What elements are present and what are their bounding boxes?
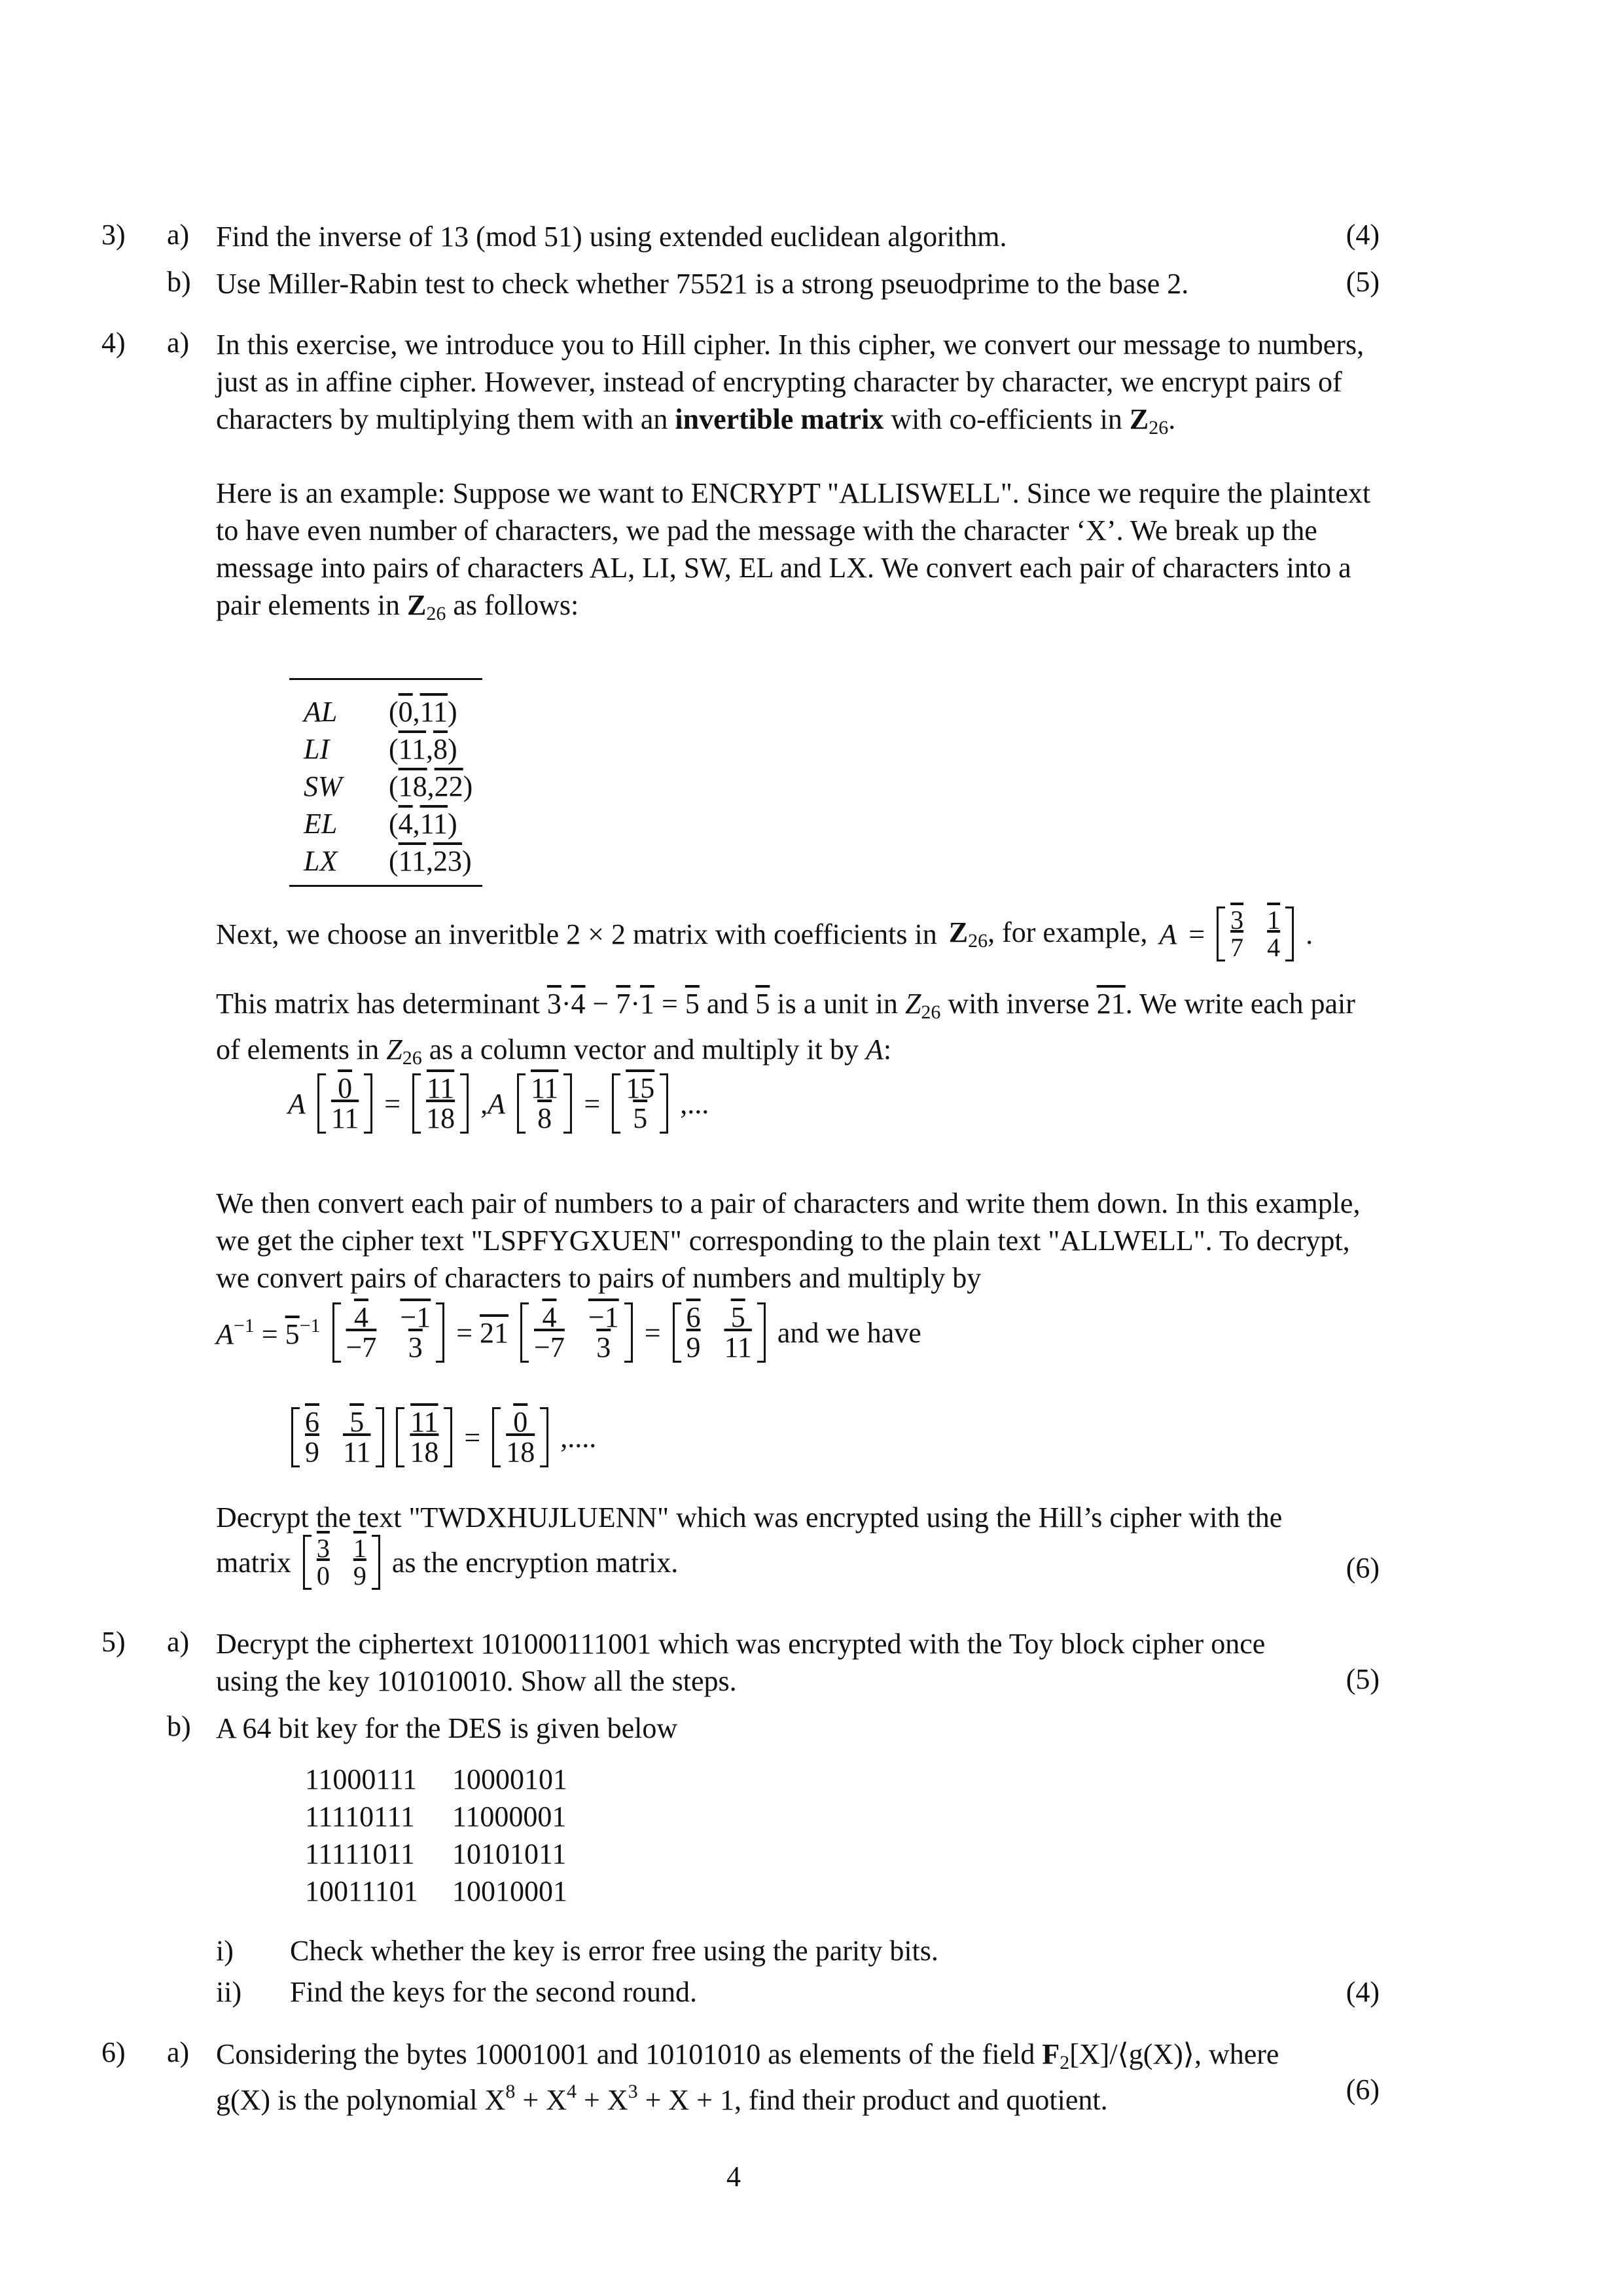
question-5-number: 5) [101, 1626, 126, 1658]
matrix-a: 3 7 1 4 [1217, 906, 1294, 961]
q5b-marks: (4) [1346, 1976, 1380, 2008]
q5a-label: a) [167, 1626, 190, 1658]
q6a-label: a) [167, 2036, 190, 2068]
table-row: EL (4,11) [304, 808, 457, 840]
q5b-text: A 64 bit key for the DES is given below [216, 1712, 678, 1744]
matrix-a-line: Next, we choose an inveritble 2 × 2 matrix with coefficients in $Z_{26}$, for example, A = 3 7 1 4 . [216, 905, 1313, 962]
q4-example-paragraph: Here is an example: Suppose we want to ENCRYPT "ALLISWELL". Since we require the plaintext to have even number of characters, we pad the message with the character ‘X’. We break up the message into pairs of characters AL, LI, SW, EL and LX. We convert each pair of characters into a pair elements in $Z_{26}$ as follows: [216, 477, 1371, 624]
invertible-matrix-bold: invertible matrix [675, 403, 884, 435]
q5b-ii-label: ii) [216, 1976, 242, 2008]
q3a-label: a) [167, 219, 190, 251]
encryption-matrix: 3 0 1 9 [303, 1535, 380, 1590]
q5a-text: Decrypt the ciphertext 101000111001 which was encrypted with the Toy block cipher once using the key 101010010. Show all the steps. [216, 1628, 1266, 1697]
decrypt-task-text: Decrypt the text "TWDXHUJLUENN" which was encrypted using the Hill’s cipher with the [216, 1501, 1283, 1534]
q4a-label: a) [167, 327, 190, 359]
q6a-line1: Considering the bytes 10001001 and 10101010 as elements of the field $F_2[X]/⟨g(X)⟩$, where [216, 2038, 1279, 2073]
table-row: SW (18,22) [304, 770, 473, 802]
table-row: AL (0,11) [304, 696, 457, 728]
question-6-number: 6) [101, 2036, 126, 2068]
multiplication-example: A 0 11 = 11 18 ,A 11 8 = 15 5 ,... [288, 1072, 709, 1134]
table-row: LX (11,23) [304, 845, 472, 877]
q4-intro-paragraph: In this exercise, we introduce you to Hill cipher. In this cipher, we convert our message to numbers, just as in affine cipher. However, instead of encrypting character by character, we encrypt pairs of characters by multiplying them with an invertible matrix with co-efficients in $Z_{26}$. [216, 329, 1364, 439]
encryption-matrix-line: matrix 3 0 1 9 as the encryption matrix. [216, 1534, 679, 1590]
des-key-bits [305, 1761, 599, 1910]
list-item: 10011101 10010001 [305, 1875, 567, 1907]
question-4-number: 4) [101, 327, 126, 359]
q3a-text: Find the inverse of 13 (mod 51) using extended euclidean algorithm. [216, 221, 1007, 253]
q3b-text: Use Miller-Rabin test to check whether 75521 is a strong pseuodprime to the base 2. [216, 268, 1189, 300]
q3a-marks: (4) [1346, 219, 1380, 251]
q6a-marks: (6) [1346, 2073, 1380, 2106]
q5a-marks: (5) [1346, 1663, 1380, 1695]
q4a-marks: (6) [1346, 1552, 1380, 1584]
list-item: 11000111 10000101 [305, 1763, 567, 1795]
decrypt-explanation: We then convert each pair of numbers to a pair of characters and write them down. In this example, we get the cipher text "LSPFYGXUEN" corresponding to the plain text "ALLWELL". To decrypt, we convert pairs of characters to pairs of numbers and multiply by [216, 1187, 1361, 1294]
q6a-line2: g(X) is the polynomial $X^8 + X^4 + X^3 + X + 1$, find their product and quotient. [216, 2081, 1108, 2116]
table-row: LI (11,8) [304, 733, 457, 765]
pairs-table [289, 678, 482, 887]
q3b-label: b) [167, 266, 191, 298]
list-item: 11111011 10101011 [305, 1838, 567, 1870]
list-item: 11110111 11000001 [305, 1801, 567, 1833]
determinant-paragraph: This matrix has determinant 3·4 − 7·1 = 5 and 5 is a unit in $Z_{26}$ with inverse 21. We write each pair of elements in $Z_{26}$ as a column vector and multiply it by A: [216, 988, 1355, 1069]
q5b-i-label: i) [216, 1935, 234, 1967]
q5b-label: b) [167, 1710, 191, 1742]
q5b-i-text: Check whether the key is error free using the parity bits. [290, 1935, 938, 1967]
q3b-marks: (5) [1346, 266, 1380, 298]
decryption-example: 6 9 5 11 11 18 = 0 18 ,.... [291, 1407, 596, 1467]
q5b-ii-text: Find the keys for the second round. [290, 1976, 697, 2008]
page-number: 4 [726, 2161, 741, 2193]
question-3-number: 3) [101, 219, 126, 251]
inverse-matrix-equation: $A^{-1} = 5^{-1}$ 4 −7 −1 3 = 21 4 −7 −1 3 = 6 9 5 11 and we have [216, 1301, 921, 1363]
